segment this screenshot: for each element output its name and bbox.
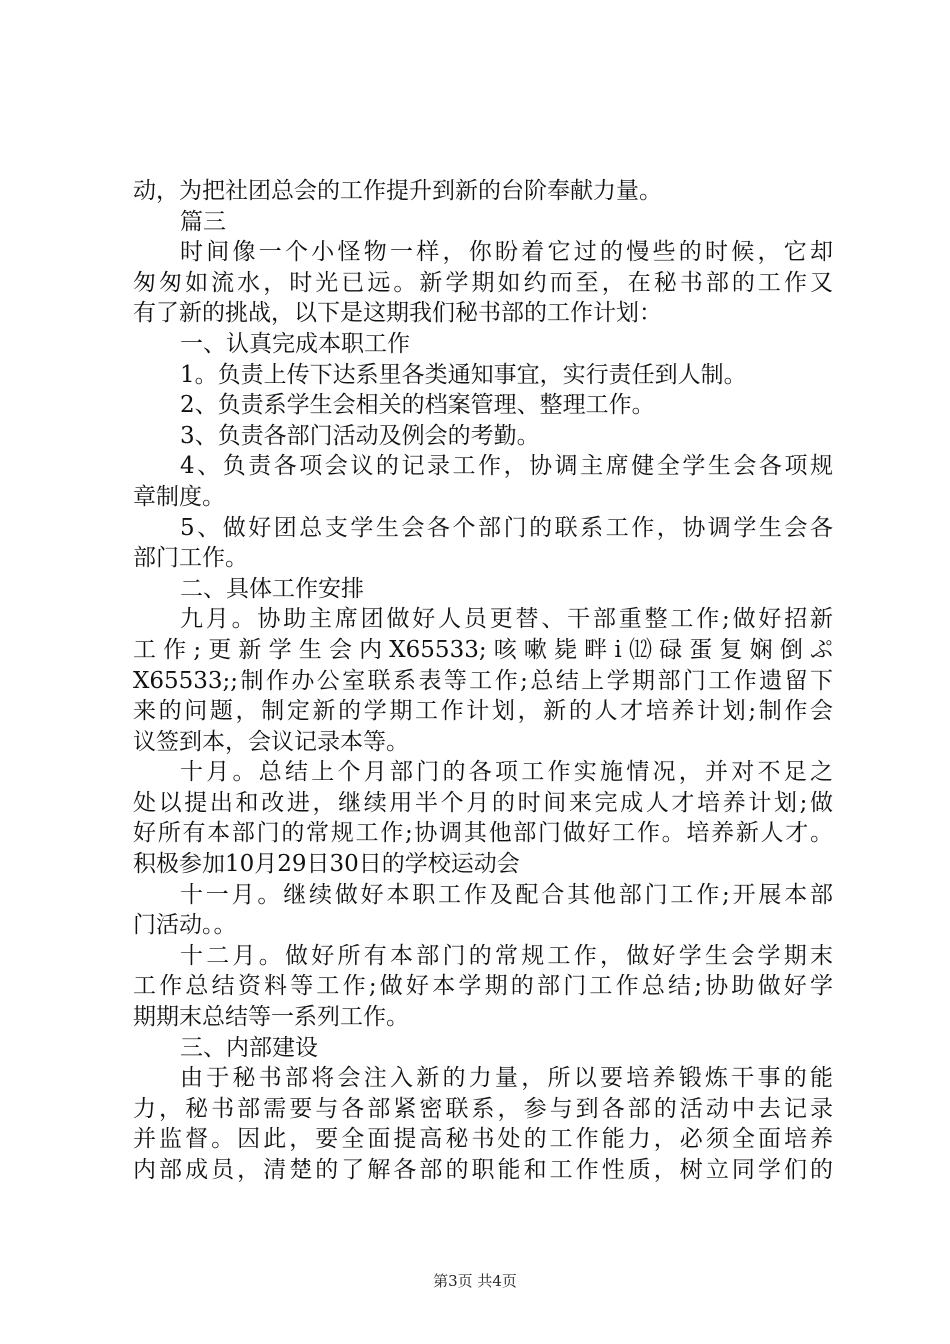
text-line: 好所有本部门的常规工作;协调其他部门做好工作。培养新人才。 (133, 820, 833, 847)
text-line: 九月。协助主席团做好人员更替、干部重整工作;做好招新 (180, 606, 833, 633)
text-line: 2、负责系学生会相关的档案管理、整理工作。 (180, 392, 655, 419)
text-line: 处以提出和改进，继续用半个月的时间来完成人才培养计划;做 (133, 789, 833, 816)
text-line: 力，秘书部需要与各部紧密联系，参与到各部的活动中去记录 (133, 1095, 833, 1122)
text-line: 期期末总结等一系列工作。 (133, 1004, 409, 1031)
text-line: 5、做好团总支学生会各个部门的联系工作，协调学生会各 (180, 514, 833, 541)
text-line: 十一月。继续做好本职工作及配合其他部门工作;开展本部 (180, 881, 833, 908)
text-line: 工作;更新学生会内X65533;咳嗽毙畔ⅰ⑿碌蛋复娴倒ぷ (133, 636, 833, 663)
text-line: 二、具体工作安排 (180, 575, 364, 602)
text-line: 一、认真完成本职工作 (180, 330, 410, 357)
document-body (133, 176, 833, 1186)
text-line: 部门工作。 (133, 545, 248, 572)
text-line: 积极参加10月29日30日的学校运动会 (133, 851, 520, 878)
text-line: 由于秘书部将会注入新的力量，所以要培养锻炼干事的能 (180, 1065, 833, 1092)
page-footer: 第3页 共4页 (433, 1272, 517, 1290)
text-line: 来的问题，制定新的学期工作计划，新的人才培养计划;制作会 (133, 698, 833, 725)
text-line: 1。负责上传下达系里各类通知事宜，实行责任到人制。 (180, 361, 747, 388)
text-line: 议签到本，会议记录本等。 (133, 728, 409, 755)
text-line: 十二月。做好所有本部门的常规工作，做好学生会学期末 (180, 942, 833, 969)
text-line: 并监督。因此，要全面提高秘书处的工作能力，必须全面培养 (133, 1126, 833, 1153)
text-line: 工作总结资料等工作;做好本学期的部门工作总结;协助做好学 (133, 973, 833, 1000)
text-line: 十月。总结上个月部门的各项工作实施情况，并对不足之 (180, 759, 833, 786)
text-line: 匆匆如流水，时光已远。新学期如约而至，在秘书部的工作又 (133, 269, 833, 296)
text-line: X65533;;制作办公室联系表等工作;总结上学期部门工作遗留下 (133, 667, 833, 694)
text-line: 篇三 (180, 208, 226, 235)
text-line: 章制度。 (133, 483, 225, 510)
text-line: 有了新的挑战，以下是这期我们秘书部的工作计划： (133, 300, 662, 327)
text-line: 门活动。。 (133, 912, 237, 939)
text-line: 动，为把社团总会的工作提升到新的台阶奉献力量。 (133, 178, 662, 204)
text-line: 时间像一个小怪物一样，你盼着它过的慢些的时候，它却 (180, 239, 833, 266)
text-line: 3、负责各部门活动及例会的考勤。 (180, 422, 540, 449)
text-line: 三、内部建设 (180, 1034, 318, 1061)
text-line: 内部成员，清楚的了解各部的职能和工作性质，树立同学们的 (133, 1157, 833, 1183)
text-line: 4、负责各项会议的记录工作，协调主席健全学生会各项规 (180, 453, 833, 480)
